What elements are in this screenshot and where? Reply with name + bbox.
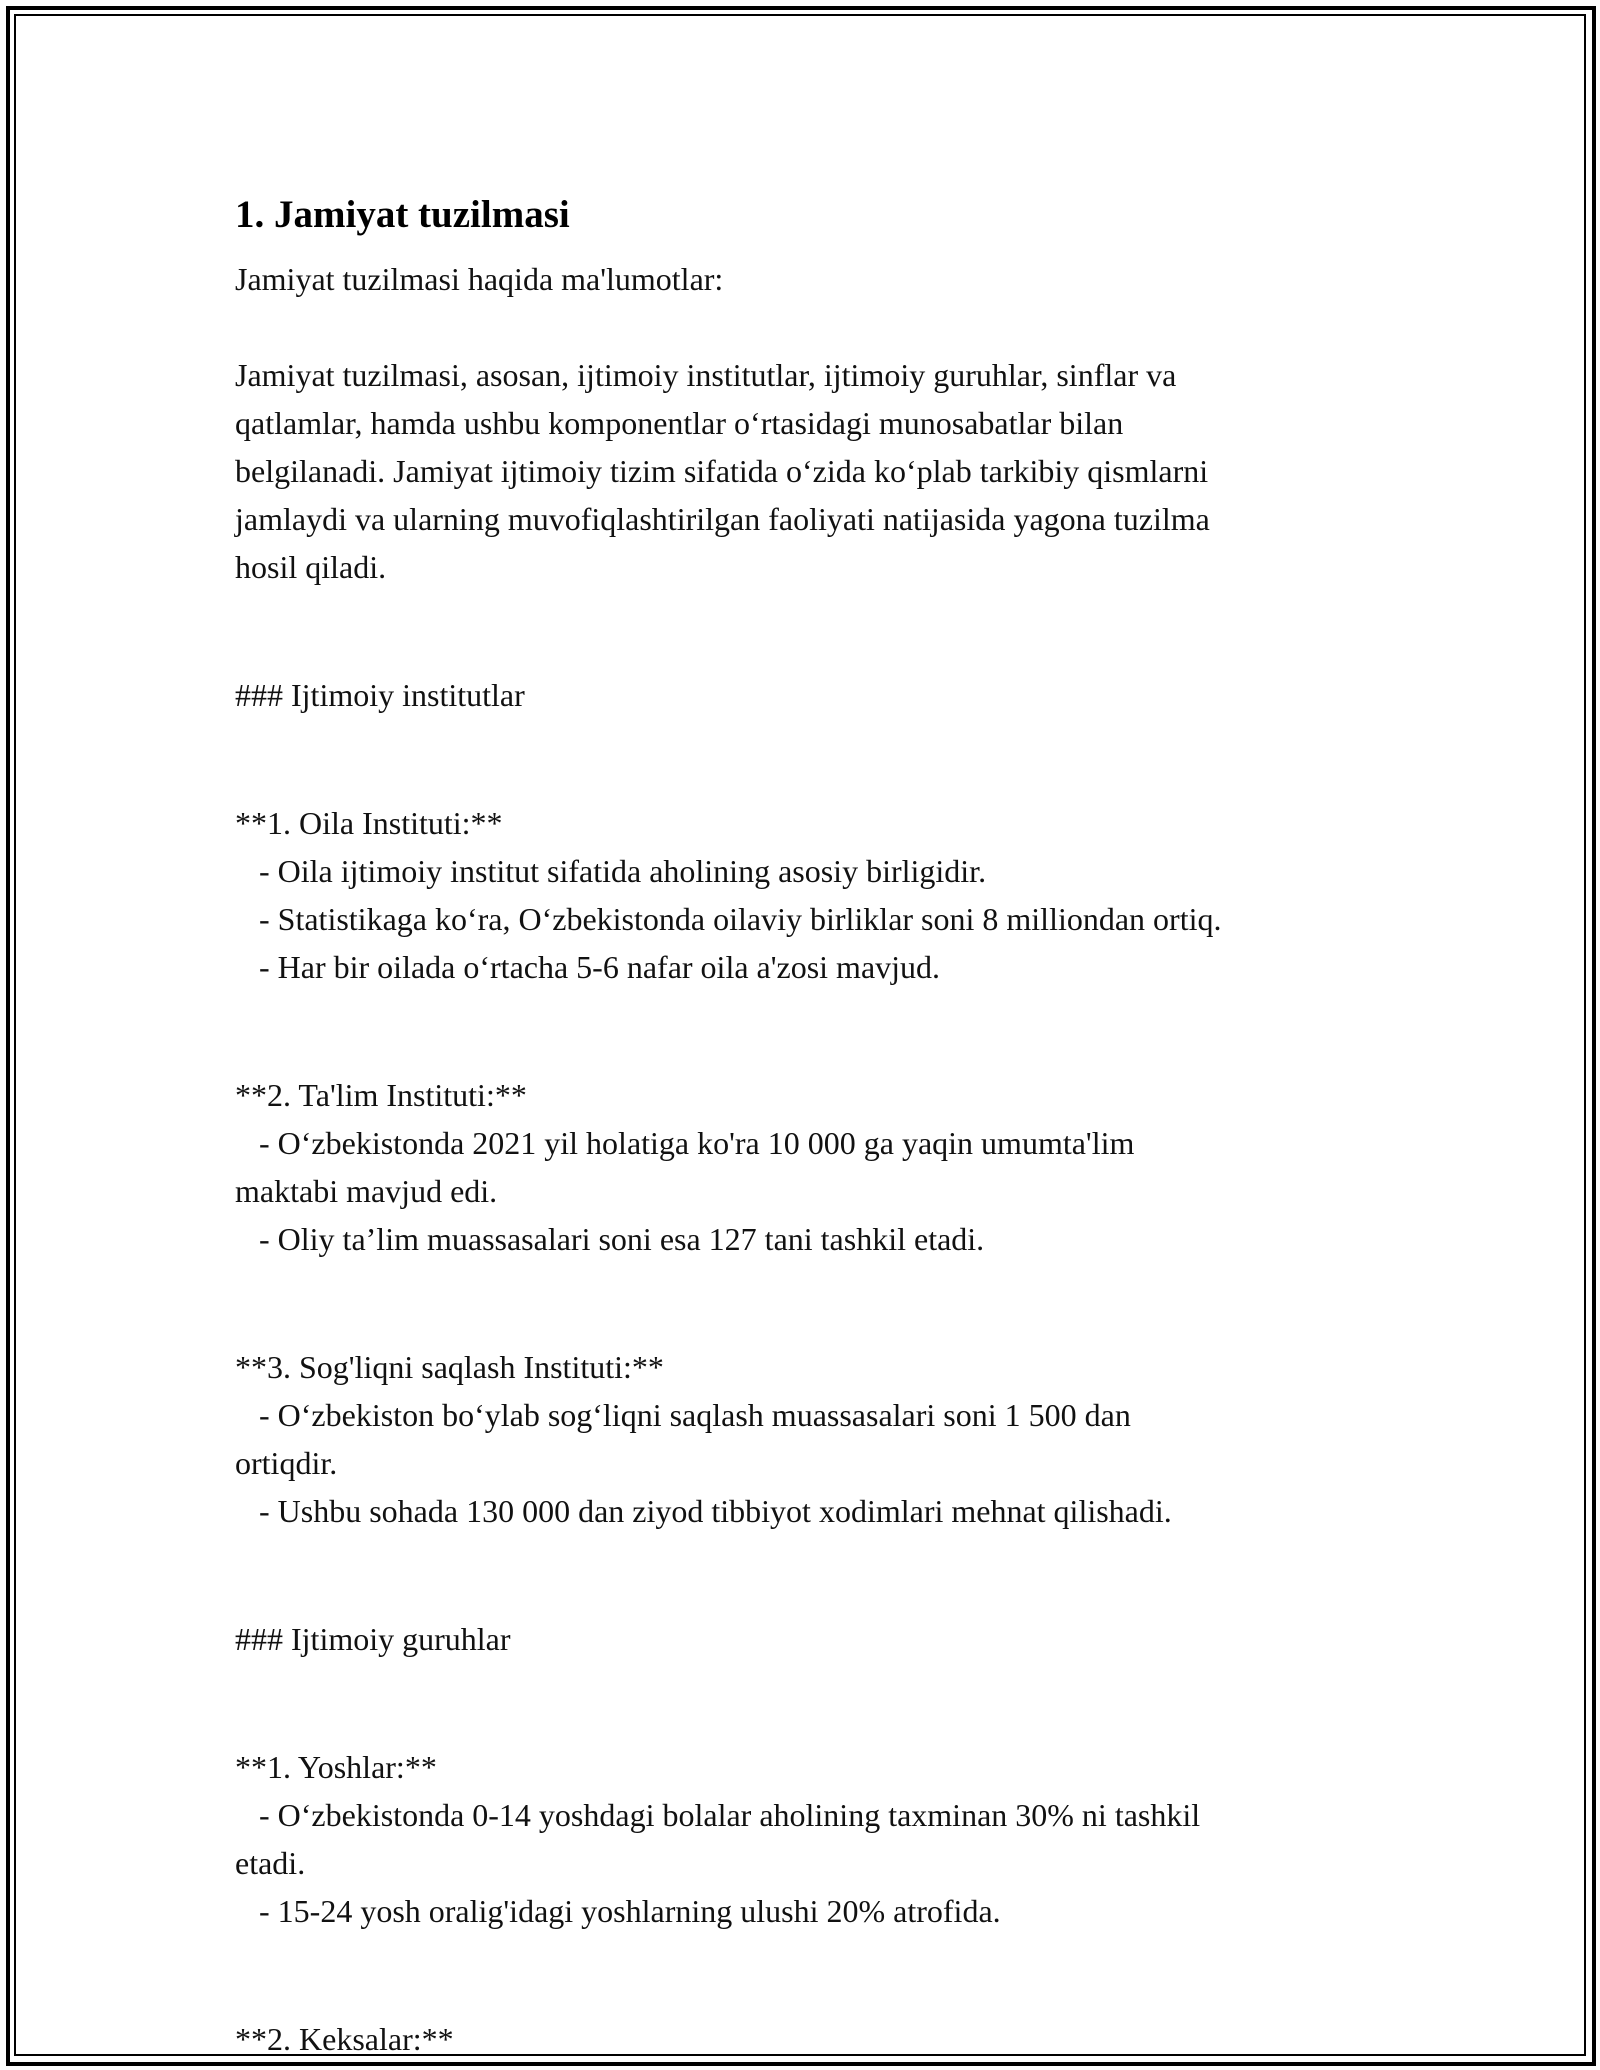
blank-line (235, 1551, 1395, 1599)
document-page (235, 185, 1395, 2063)
text-line: **2. Keksalar:** (235, 2021, 454, 2057)
text-line: qatlamlar, hamda ushbu komponentlar o‘rtasidagi munosabatlar bilan (235, 405, 1124, 441)
text-line: ### Ijtimoiy institutlar (235, 677, 525, 713)
text-line: etadi. (235, 1845, 306, 1881)
document-title: 1. Jamiyat tuzilmasi (235, 193, 570, 236)
blank-line (235, 303, 1395, 351)
blank-line (235, 1679, 1395, 1727)
text-line: jamlaydi va ularning muvofiqlashtirilgan faoliyati natijasida yagona tuzilma (235, 501, 1210, 537)
text-line: - Statistikaga ko‘ra, O‘zbekistonda oilaviy birliklar soni 8 milliondan ortiq. (235, 901, 1222, 937)
text-line: - O‘zbekistonda 0-14 yoshdagi bolalar aholining taxminan 30% ni tashkil (235, 1797, 1201, 1833)
blank-line (235, 1007, 1395, 1055)
text-line: **1. Oila Instituti:** (235, 805, 503, 841)
intro-line: Jamiyat tuzilmasi haqida ma'lumotlar: (235, 261, 724, 297)
text-line: **2. Ta'lim Instituti:** (235, 1077, 527, 1113)
document-body (235, 351, 1395, 2063)
blank-line (235, 735, 1395, 783)
blank-line (235, 1279, 1395, 1327)
text-line: - 15-24 yosh oralig'idagi yoshlarning ulushi 20% atrofida. (235, 1893, 1001, 1929)
text-line: - Oliy ta’lim muassasalari soni esa 127 tani tashkil etadi. (235, 1221, 985, 1257)
text-line: ortiqdir. (235, 1445, 338, 1481)
blank-line (235, 1951, 1395, 1999)
text-line: **3. Sog'liqni saqlash Instituti:** (235, 1349, 664, 1385)
text-line: maktabi mavjud edi. (235, 1173, 498, 1209)
text-line: ### Ijtimoiy guruhlar (235, 1621, 511, 1657)
text-line: Jamiyat tuzilmasi, asosan, ijtimoiy institutlar, ijtimoiy guruhlar, sinflar va (235, 357, 1177, 393)
text-line: **1. Yoshlar:** (235, 1749, 437, 1785)
blank-line (235, 607, 1395, 655)
text-line: - O‘zbekiston bo‘ylab sog‘liqni saqlash muassasalari soni 1 500 dan (235, 1397, 1131, 1433)
text-line: - Har bir oilada o‘rtacha 5-6 nafar oila a'zosi mavjud. (235, 949, 941, 985)
text-line: hosil qiladi. (235, 549, 387, 585)
text-line: - Ushbu sohada 130 000 dan ziyod tibbiyot xodimlari mehnat qilishadi. (235, 1493, 1172, 1529)
text-line: - Oila ijtimoiy institut sifatida aholining asosiy birligidir. (235, 853, 987, 889)
text-line: belgilanadi. Jamiyat ijtimoiy tizim sifatida o‘zida ko‘plab tarkibiy qismlarni (235, 453, 1209, 489)
text-line: - O‘zbekistonda 2021 yil holatiga ko'ra 10 000 ga yaqin umumta'lim (235, 1125, 1135, 1161)
